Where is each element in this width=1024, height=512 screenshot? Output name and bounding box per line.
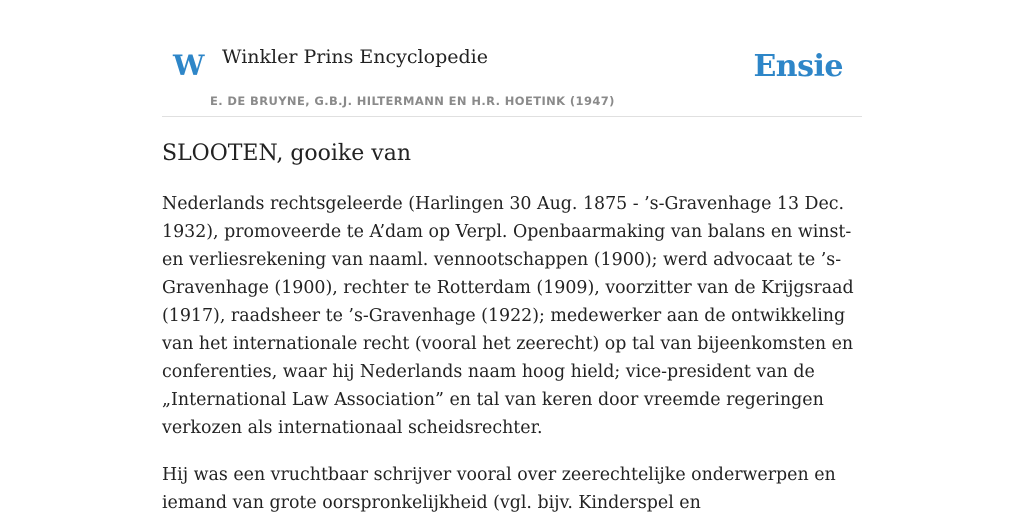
article (162, 136, 864, 512)
site-header (162, 0, 862, 117)
site-title[interactable]: Winkler Prins Encyclopedie (222, 46, 488, 68)
article-paragraph-1: Nederlands rechtsgeleerde (Harlingen 30 Aug. 1875 - ’s-Gravenhage 13 Dec. 1932), promoveerde te A’dam op Verpl. Openbaarmaking van balans en winst- en verliesrekening van naaml. vennootschappen (1900); werd advocaat te ’s-Gravenhage (1900), rechter te Rotterdam (1909), voorzitter van de Krijgsraad (1917), raadsheer te ’s-Gravenhage (1922); medewerker aan de ontwikkeling van het internationale recht (vooral het zeerecht) op tal van bijeenkomsten en conferenties, waar hij Nederlands naam hoog hield; vice-president van de „International Law Association” en tal van keren door vreemde regeringen verkozen als internationaal scheidsrechter. (162, 194, 854, 438)
ensie-brand-link[interactable]: Ensie (753, 49, 843, 84)
article-paragraph-2: Hij was een vruchtbaar schrijver vooral over zeerechtelijke onderwerpen en iemand van grote oorspronkelijkheid (vgl. bijv. Kinderspel en (162, 465, 836, 512)
article-title: SLOOTEN, gooike van (162, 141, 411, 166)
winkler-prins-logo-icon[interactable]: W (173, 49, 205, 82)
site-authors: E. DE BRUYNE, G.B.J. HILTERMANN EN H.R. HOETINK (1947) (210, 94, 615, 108)
